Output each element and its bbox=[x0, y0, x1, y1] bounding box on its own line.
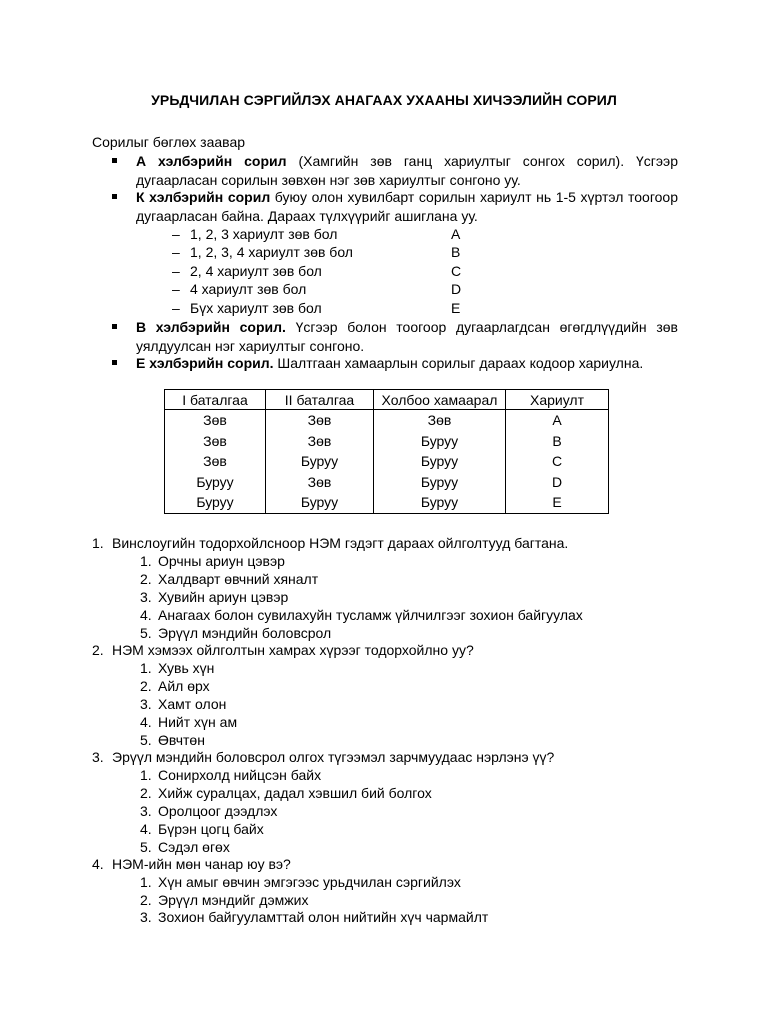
option-text: Сонирхолд нийцсэн байх bbox=[158, 767, 322, 783]
bullet-icon bbox=[112, 360, 117, 365]
instruction-a-label: А хэлбэрийн сорил bbox=[136, 153, 287, 169]
dash-mark: – bbox=[172, 281, 180, 297]
table-row bbox=[165, 472, 609, 493]
dash-mark: – bbox=[172, 263, 180, 279]
option-number: 4. bbox=[140, 607, 152, 623]
option-text: Оролцоог дээдлэх bbox=[158, 803, 278, 819]
answer-option bbox=[140, 588, 288, 606]
answer-option bbox=[140, 695, 226, 713]
answer-option bbox=[140, 570, 318, 588]
k-option-letter: A bbox=[451, 226, 461, 242]
option-number: 3. bbox=[140, 803, 152, 819]
table-cell: Зөв bbox=[165, 451, 266, 472]
option-number: 1. bbox=[140, 874, 152, 890]
table-header-row bbox=[165, 390, 609, 410]
table-cell: Зөв bbox=[165, 410, 266, 431]
dash-mark: – bbox=[172, 244, 180, 260]
table-cell: Буруу bbox=[374, 492, 506, 513]
answer-option bbox=[140, 802, 277, 820]
table-cell: Буруу bbox=[165, 472, 266, 493]
table-cell: D bbox=[506, 472, 609, 493]
table-cell: C bbox=[506, 451, 609, 472]
k-option-letter: D bbox=[451, 281, 462, 297]
option-text: Сэдэл өгөх bbox=[158, 839, 230, 855]
question-number: 3. bbox=[92, 749, 104, 765]
option-number: 1. bbox=[140, 660, 152, 676]
table-cell: Зөв bbox=[266, 410, 374, 431]
table-cell: A bbox=[506, 410, 609, 431]
bullet-icon bbox=[112, 158, 117, 163]
answer-option bbox=[140, 552, 285, 570]
answer-option bbox=[140, 873, 461, 891]
question-text: НЭМ хэмээх ойлголтын хамрах хүрээг тодорхойлно уу? bbox=[112, 642, 474, 658]
table-cell: Буруу bbox=[374, 451, 506, 472]
option-number: 4. bbox=[140, 821, 152, 837]
k-option-text: 2, 4 хариулт зөв бол bbox=[190, 263, 322, 279]
instruction-a-text: (Хамгийн зөв ганц хариултыг сонгох сорил). Үсгээр дугаарласан сорилын зөвхөн нэг зөв хариултыг сонгоно уу. bbox=[136, 153, 678, 188]
option-text: Орчны ариун цэвэр bbox=[158, 553, 285, 569]
table-cell: Буруу bbox=[266, 451, 374, 472]
bullet-icon bbox=[112, 324, 117, 329]
instruction-k bbox=[112, 188, 678, 225]
instruction-e-label: Е хэлбэрийн сорил. bbox=[136, 355, 274, 371]
table-cell: E bbox=[506, 492, 609, 513]
k-option bbox=[172, 225, 472, 243]
answer-option bbox=[140, 838, 230, 856]
question-text: Винслоугийн тодорхойлсноор НЭМ гэдэгт дараах ойлголтууд багтана. bbox=[112, 535, 569, 551]
instruction-b-text: Үсгээр болон тоогоор дугаарлагдсан өгөгдлүүдийн зөв уялдуулсан нэг хариултыг сонгоно. bbox=[136, 319, 678, 354]
dash-mark: – bbox=[172, 300, 180, 316]
option-text: Халдварт өвчний хяналт bbox=[158, 571, 319, 587]
option-text: Хүн амыг өвчин эмгэгээс урьдчилан сэргийлэх bbox=[158, 874, 461, 890]
option-number: 5. bbox=[140, 625, 152, 641]
table-cell: Буруу bbox=[266, 492, 374, 513]
instruction-k-text: буюу олон хувилбарт сорилын хариулт нь 1-5 хүртэл тоогоор дугаарласан байна. Дараах түлхүүрийг ашиглана уу. bbox=[136, 189, 678, 224]
option-number: 5. bbox=[140, 732, 152, 748]
table-cell: Зөв bbox=[266, 431, 374, 452]
question-number: 2. bbox=[92, 642, 104, 658]
table-header: Холбоо хамаарал bbox=[374, 390, 506, 410]
option-text: Хувь хүн bbox=[158, 660, 215, 676]
instruction-a bbox=[112, 152, 678, 189]
k-option-letter: C bbox=[451, 263, 462, 279]
option-number: 2. bbox=[140, 678, 152, 694]
instruction-b bbox=[112, 318, 678, 355]
answer-option bbox=[140, 659, 214, 677]
table-cell: Буруу bbox=[374, 431, 506, 452]
question-number: 1. bbox=[92, 535, 104, 551]
answer-option bbox=[140, 784, 432, 802]
instruction-k-label: К хэлбэрийн сорил bbox=[136, 189, 271, 205]
option-number: 3. bbox=[140, 909, 152, 925]
table-header: I баталгаа bbox=[165, 390, 266, 410]
answer-option bbox=[140, 624, 331, 642]
option-text: Хамт олон bbox=[158, 696, 227, 712]
k-option-letter: B bbox=[451, 244, 461, 260]
k-option bbox=[172, 243, 472, 261]
option-number: 3. bbox=[140, 589, 152, 605]
answer-option bbox=[140, 731, 205, 749]
question bbox=[92, 641, 474, 659]
k-option bbox=[172, 280, 472, 298]
page-title: УРЬДЧИЛАН СЭРГИЙЛЭХ АНАГААХ УХААНЫ ХИЧЭЭЛИЙН СОРИЛ bbox=[151, 92, 617, 108]
option-text: Эрүүл мэндийг дэмжих bbox=[158, 892, 309, 908]
answer-option bbox=[140, 766, 321, 784]
option-text: Зохион байгууламттай олон нийтийн хүч чармайлт bbox=[158, 909, 489, 925]
option-text: Анагаах болон сувилахуйн тусламж үйлчилгээг зохион байгуулах bbox=[158, 607, 583, 623]
option-text: Өвчтөн bbox=[158, 732, 205, 748]
table-row bbox=[165, 451, 609, 472]
option-text: Эрүүл мэндийн боловсрол bbox=[158, 625, 332, 641]
option-text: Бүрэн цогц байх bbox=[158, 821, 264, 837]
k-option-text: 1, 2, 3, 4 хариулт зөв бол bbox=[190, 244, 353, 260]
option-number: 5. bbox=[140, 839, 152, 855]
table-row bbox=[165, 431, 609, 452]
table-row bbox=[165, 492, 609, 513]
option-number: 3. bbox=[140, 696, 152, 712]
k-option-text: 1, 2, 3 хариулт зөв бол bbox=[190, 226, 338, 242]
option-number: 1. bbox=[140, 767, 152, 783]
question bbox=[92, 748, 554, 766]
option-text: Хийж суралцах, дадал хэвшил бий болгох bbox=[158, 785, 432, 801]
table-row bbox=[165, 410, 609, 431]
e-type-answer-table bbox=[164, 389, 609, 514]
table-cell: Зөв bbox=[165, 431, 266, 452]
option-text: Хувийн ариун цэвэр bbox=[158, 589, 289, 605]
dash-mark: – bbox=[172, 226, 180, 242]
table-header: Хариулт bbox=[506, 390, 609, 410]
k-option bbox=[172, 299, 472, 317]
answer-option bbox=[140, 677, 210, 695]
option-number: 2. bbox=[140, 785, 152, 801]
answer-option bbox=[140, 713, 237, 731]
table-cell: Зөв bbox=[374, 410, 506, 431]
bullet-icon bbox=[112, 194, 117, 199]
instruction-e bbox=[112, 354, 678, 373]
option-number: 1. bbox=[140, 553, 152, 569]
table-cell: Буруу bbox=[374, 472, 506, 493]
answer-option bbox=[140, 606, 583, 624]
table-cell: Буруу bbox=[165, 492, 266, 513]
table-cell: B bbox=[506, 431, 609, 452]
k-option bbox=[172, 262, 472, 280]
table-cell: Зөв bbox=[266, 472, 374, 493]
k-option-text: Бүх хариулт зөв бол bbox=[190, 300, 322, 316]
option-text: Нийт хүн ам bbox=[158, 714, 238, 730]
option-number: 2. bbox=[140, 892, 152, 908]
instruction-e-text: Шалтгаан хамаарлын сорилыг дараах кодоор хариулна. bbox=[273, 355, 644, 371]
question bbox=[92, 534, 568, 552]
instructions-heading: Сорилыг бөглөх заавар bbox=[92, 134, 246, 150]
answer-option bbox=[140, 891, 309, 909]
option-number: 4. bbox=[140, 714, 152, 730]
question-text: Эрүүл мэндийн боловсрол олгох түгээмэл зарчмуудаас нэрлэнэ үү? bbox=[112, 749, 555, 765]
option-text: Айл өрх bbox=[158, 678, 210, 694]
instruction-b-label: В хэлбэрийн сорил. bbox=[136, 319, 286, 335]
answer-option bbox=[140, 820, 264, 838]
k-option-text: 4 хариулт зөв бол bbox=[190, 281, 307, 297]
question-number: 4. bbox=[92, 856, 104, 872]
k-option-letter: E bbox=[451, 300, 461, 316]
question bbox=[92, 855, 291, 873]
table-header: II баталгаа bbox=[266, 390, 374, 410]
option-number: 2. bbox=[140, 571, 152, 587]
answer-option bbox=[140, 908, 488, 926]
question-text: НЭМ-ийн мөн чанар юу вэ? bbox=[112, 856, 291, 872]
